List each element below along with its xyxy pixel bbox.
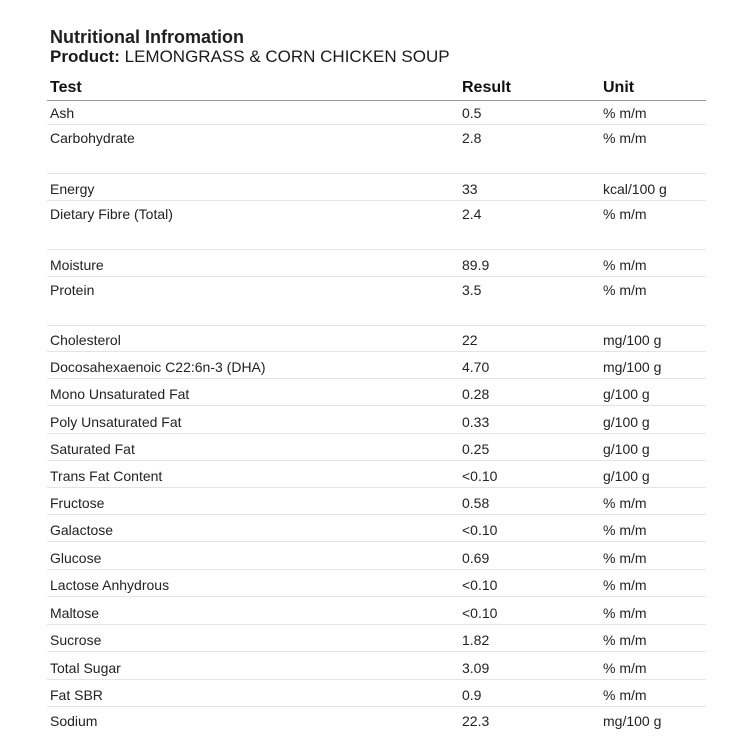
- table-row: [47, 174, 706, 201]
- table-row: [47, 461, 706, 488]
- test-name: Protein: [50, 282, 95, 298]
- test-result: 0.58: [462, 495, 490, 511]
- test-name: Sucrose: [50, 632, 102, 648]
- test-result: 0.69: [462, 550, 490, 566]
- product-line: [50, 46, 450, 68]
- test-result: 1.82: [462, 632, 490, 648]
- table-row: [47, 652, 706, 680]
- table-header: [47, 72, 706, 101]
- test-result: 0.28: [462, 386, 490, 402]
- table-row: [47, 201, 706, 250]
- product-name: LEMONGRASS & CORN CHICKEN SOUP: [124, 47, 450, 66]
- table-row: [47, 101, 706, 125]
- test-name: Lactose Anhydrous: [50, 577, 170, 593]
- test-unit: % m/m: [603, 257, 647, 273]
- test-unit: % m/m: [603, 605, 647, 621]
- test-name: Sodium: [50, 713, 98, 729]
- test-name: Galactose: [50, 522, 114, 538]
- table-row: [47, 597, 706, 625]
- table-row: [47, 515, 706, 542]
- test-unit: mg/100 g: [603, 332, 662, 348]
- test-unit: mg/100 g: [603, 359, 662, 375]
- test-unit: % m/m: [603, 282, 647, 298]
- test-name: Total Sugar: [50, 660, 121, 676]
- test-name: Cholesterol: [50, 332, 121, 348]
- test-result: 0.9: [462, 687, 482, 703]
- document-title: Nutritional Infromation: [50, 27, 244, 47]
- test-result: 89.9: [462, 257, 490, 273]
- table-row: [47, 379, 706, 406]
- test-unit: % m/m: [603, 550, 647, 566]
- test-name: Docosahexaenoic C22:6n-3 (DHA): [50, 359, 266, 375]
- test-name: Fructose: [50, 495, 105, 511]
- test-result: 0.25: [462, 441, 490, 457]
- test-result: 4.70: [462, 359, 490, 375]
- test-unit: % m/m: [603, 130, 647, 146]
- test-name: Carbohydrate: [50, 130, 135, 146]
- test-unit: g/100 g: [603, 468, 650, 484]
- test-unit: % m/m: [603, 522, 647, 538]
- column-header-result: Result: [462, 79, 511, 96]
- test-name: Glucose: [50, 550, 102, 566]
- test-name: Ash: [50, 105, 75, 121]
- test-unit: % m/m: [603, 660, 647, 676]
- test-result: <0.10: [462, 522, 498, 538]
- test-result: 33: [462, 181, 478, 197]
- table-row: [47, 680, 706, 707]
- test-result: 3.09: [462, 660, 490, 676]
- table-row: [47, 625, 706, 652]
- test-unit: % m/m: [603, 206, 647, 222]
- test-result: 2.4: [462, 206, 482, 222]
- table-row: [47, 707, 706, 732]
- test-name: Saturated Fat: [50, 441, 135, 457]
- test-unit: % m/m: [603, 495, 647, 511]
- test-result: 22: [462, 332, 478, 348]
- test-name: Energy: [50, 181, 95, 197]
- test-result: 22.3: [462, 713, 490, 729]
- test-result: 0.5: [462, 105, 482, 121]
- table-row: [47, 352, 706, 379]
- test-result: <0.10: [462, 468, 498, 484]
- test-result: 2.8: [462, 130, 482, 146]
- test-unit: % m/m: [603, 577, 647, 593]
- test-unit: kcal/100 g: [603, 181, 667, 197]
- test-unit: % m/m: [603, 105, 647, 121]
- table-row: [47, 250, 706, 277]
- test-unit: % m/m: [603, 687, 647, 703]
- test-name: Moisture: [50, 257, 104, 273]
- test-unit: mg/100 g: [603, 713, 662, 729]
- test-result: <0.10: [462, 605, 498, 621]
- table-row: [47, 488, 706, 515]
- test-name: Mono Unsaturated Fat: [50, 386, 190, 402]
- test-name: Trans Fat Content: [50, 468, 163, 484]
- test-name: Fat SBR: [50, 687, 103, 703]
- test-unit: % m/m: [603, 632, 647, 648]
- test-unit: g/100 g: [603, 414, 650, 430]
- table-row: [47, 570, 706, 597]
- table-row: [47, 326, 706, 352]
- test-result: <0.10: [462, 577, 498, 593]
- test-name: Poly Unsaturated Fat: [50, 414, 182, 430]
- test-unit: g/100 g: [603, 386, 650, 402]
- test-result: 3.5: [462, 282, 482, 298]
- product-label: Product:: [50, 47, 120, 66]
- test-unit: g/100 g: [603, 441, 650, 457]
- test-name: Dietary Fibre (Total): [50, 206, 173, 222]
- test-result: 0.33: [462, 414, 490, 430]
- table-row: [47, 125, 706, 174]
- table-row: [47, 542, 706, 570]
- table-row: [47, 434, 706, 461]
- column-header-test: Test: [50, 79, 82, 96]
- table-row: [47, 406, 706, 434]
- table-row: [47, 277, 706, 326]
- test-name: Maltose: [50, 605, 100, 621]
- document-heading: [50, 26, 450, 68]
- column-header-unit: Unit: [603, 79, 635, 96]
